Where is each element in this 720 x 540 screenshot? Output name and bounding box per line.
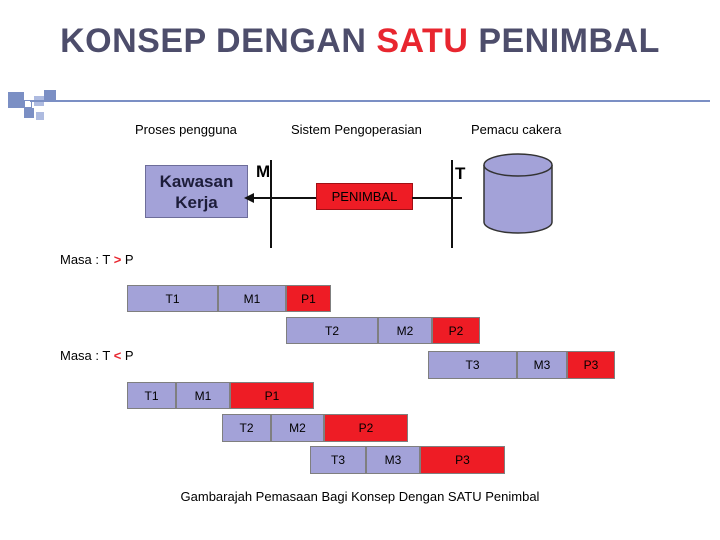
buffer-connector	[412, 190, 464, 206]
deco-square	[36, 112, 44, 120]
case2-label: Masa : T < P	[60, 348, 134, 363]
title-accent: SATU	[376, 22, 469, 60]
work-area-line1: Kawasan	[159, 171, 234, 191]
work-area-line2: Kerja	[175, 192, 218, 212]
case1-label: Masa : T > P	[60, 252, 134, 267]
buffer-box: PENIMBAL	[316, 183, 413, 210]
case1-p1: P1	[286, 285, 331, 312]
figure-caption: Gambarajah Pemasaan Bagi Konsep Dengan SATU Penimbal	[180, 489, 540, 504]
case2-t1: T1	[127, 382, 176, 409]
case2-p1: P1	[230, 382, 314, 409]
case2-m2: M2	[271, 414, 324, 442]
deco-square	[8, 92, 24, 108]
arrow-head	[244, 193, 254, 203]
case1-relation: >	[113, 252, 122, 267]
case2-t2: T2	[222, 414, 271, 442]
case2-p2: P2	[324, 414, 408, 442]
deco-line	[30, 100, 710, 102]
work-area-box	[145, 165, 248, 218]
header-disk-drive: Pemacu cakera	[471, 122, 562, 137]
title-suffix: PENIMBAL	[468, 22, 660, 60]
disk-drive-icon	[482, 152, 554, 236]
case2-m1: M1	[176, 382, 230, 409]
case2-t3: T3	[310, 446, 366, 474]
case1-t1: T1	[127, 285, 218, 312]
case2-m3: M3	[366, 446, 420, 474]
case1-p2: P2	[432, 317, 480, 344]
transfer-arrow	[244, 190, 324, 206]
header-user-process: Proses pengguna	[135, 122, 237, 137]
case1-m2: M2	[378, 317, 432, 344]
case1-t3: T3	[428, 351, 517, 379]
case2-relation: <	[113, 348, 122, 363]
marker-m: M	[256, 162, 271, 181]
case1-t2: T2	[286, 317, 378, 344]
case1-m1: M1	[218, 285, 286, 312]
title-prefix: KONSEP DENGAN	[60, 22, 377, 60]
header-operating-system: Sistem Pengoperasian	[291, 122, 422, 137]
case2-p3: P3	[420, 446, 505, 474]
deco-square	[24, 108, 34, 118]
case1-p3: P3	[567, 351, 615, 379]
marker-t: T	[455, 164, 466, 183]
case1-m3: M3	[517, 351, 567, 379]
page-title	[0, 22, 720, 61]
